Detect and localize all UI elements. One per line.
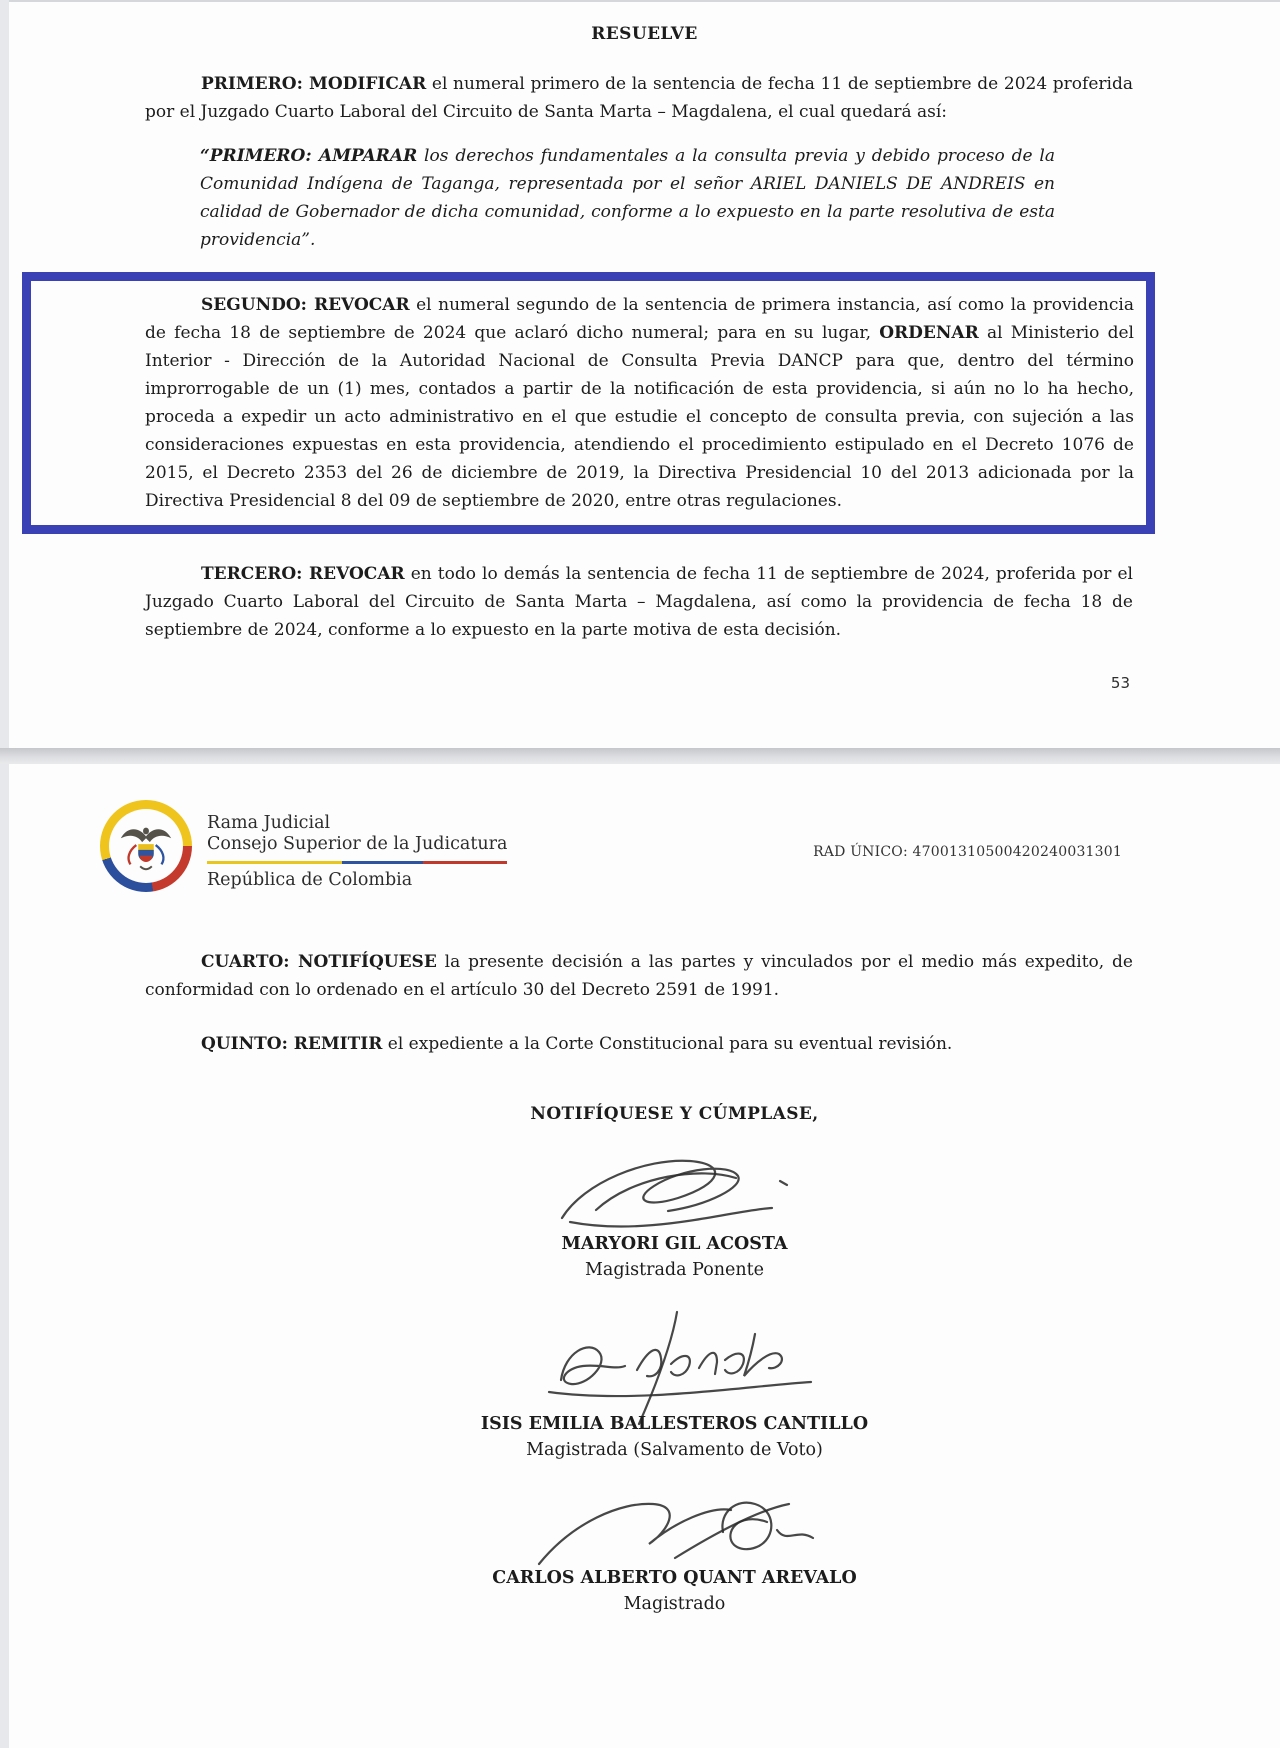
rad-unico-number: RAD ÚNICO: 47001310500420240031301 <box>813 844 1122 860</box>
paragraph-tercero <box>145 560 1133 644</box>
paragraph-segundo-text2: al Ministerio del Interior - Dirección de la Autoridad Nacional de Consulta Previa DANCP para que, dentro del término improrrogable de un (1) mes, contados a partir de la notificación de esta providencia, si aún no lo ha hecho, proceda a expedir un acto administrativo en el que estudie el concepto de consulta previa, con sujeción a las consideraciones expuestas en esta providencia, atendiendo el procedimiento estipulado en el Decreto 1076 de 2015, el Decreto 2353 del 26 de diciembre de 2019, la Directiva Presidencial 10 del 2013 adicionada por la Directiva Presidencial 8 del 09 de septiembre de 2020, entre otras regulaciones. <box>145 323 1134 511</box>
flag-divider <box>207 861 507 864</box>
paragraph-tercero-lead: TERCERO: REVOCAR <box>201 564 405 584</box>
page-divider <box>0 748 1280 764</box>
paragraph-segundo-ordenar: ORDENAR <box>879 323 979 343</box>
document-page-54 <box>9 764 1280 1748</box>
signature-block-2 <box>169 1308 1180 1462</box>
paragraph-quote-lead: “PRIMERO: AMPARAR <box>200 146 418 166</box>
paragraph-quote-amparar <box>200 142 1055 254</box>
signatory-role: Magistrada Ponente <box>584 1260 765 1280</box>
paragraph-primero-text: el numeral primero de la sentencia de fecha 11 de septiembre de 2024 proferida por el Juzgado Cuarto Laboral del Circuito de Santa Marta – Magdalena, el cual quedará así: <box>145 74 1133 122</box>
letterhead-line-republica: República de Colombia <box>207 870 413 890</box>
paragraph-segundo-lead: SEGUNDO: REVOCAR <box>201 295 410 315</box>
signatory-role: Magistrado <box>623 1594 726 1614</box>
letterhead-line-consejo: Consejo Superior de la Judicatura <box>207 834 508 854</box>
letterhead <box>9 764 1280 892</box>
signatory-name: MARYORI GIL ACOSTA <box>561 1234 788 1254</box>
paragraph-cuarto-text: la presente decisión a las partes y vinculados por el medio más expedito, de conformidad con lo ordenado en el artículo 30 del Decreto 2591 de 1991. <box>145 952 1133 1000</box>
paragraph-tercero-text: en todo lo demás la sentencia de fecha 11 de septiembre de 2024, proferida por el Juzgado Cuarto Laboral del Circuito de Santa Marta – Magdalena, así como la providencia de fecha 18 de septiembre de 2024, conforme a lo expuesto en la parte motiva de esta decisión. <box>145 564 1133 640</box>
signatory-name: ISIS EMILIA BALLESTEROS CANTILLO <box>480 1414 869 1434</box>
signature-block-1 <box>169 1150 1180 1282</box>
closing-formula: NOTIFÍQUESE Y CÚMPLASE, <box>530 1104 819 1124</box>
signatory-name: CARLOS ALBERTO QUANT AREVALO <box>492 1568 857 1588</box>
letterhead-line-rama-judicial: Rama Judicial <box>207 813 331 833</box>
highlight-box-segundo <box>22 272 1155 534</box>
paragraph-segundo <box>145 291 1134 515</box>
document-page-53 <box>9 0 1280 748</box>
paragraph-quinto <box>145 1030 1133 1058</box>
signatory-role: Magistrada (Salvamento de Voto) <box>526 1440 823 1460</box>
letterhead-text <box>207 800 507 891</box>
paragraph-segundo-text1: el numeral segundo de la sentencia de primera instancia, así como la providencia de fecha 18 de septiembre de 2024 que aclaró dicho numeral; para en su lugar, <box>145 295 1134 343</box>
paragraph-quinto-lead: QUINTO: REMITIR <box>201 1034 383 1054</box>
page-number: 53 <box>1110 674 1130 692</box>
paragraph-quinto-text: el expediente a la Corte Constitucional para su eventual revisión. <box>382 1034 953 1054</box>
rama-judicial-logo <box>100 800 192 892</box>
coat-of-arms-icon <box>109 809 183 883</box>
signature-image-isis <box>525 1308 825 1426</box>
section-title-resuelve: RESUELVE <box>591 24 698 44</box>
paragraph-quote-text: los derechos fundamentales a la consulta previa y debido proceso de la Comunidad Indígena de Taganga, representada por el señor ARIEL DANIELS DE ANDREIS en calidad de Gobernador de dicha comunidad, conforme a lo expuesto en la parte resolutiva de esta providencia”. <box>200 146 1055 250</box>
paragraph-primero <box>145 70 1133 126</box>
paragraph-cuarto <box>145 948 1133 1004</box>
paragraph-cuarto-lead: CUARTO: NOTIFÍQUESE <box>201 952 437 972</box>
signature-block-3 <box>169 1488 1180 1616</box>
paragraph-primero-lead: PRIMERO: MODIFICAR <box>201 74 427 94</box>
